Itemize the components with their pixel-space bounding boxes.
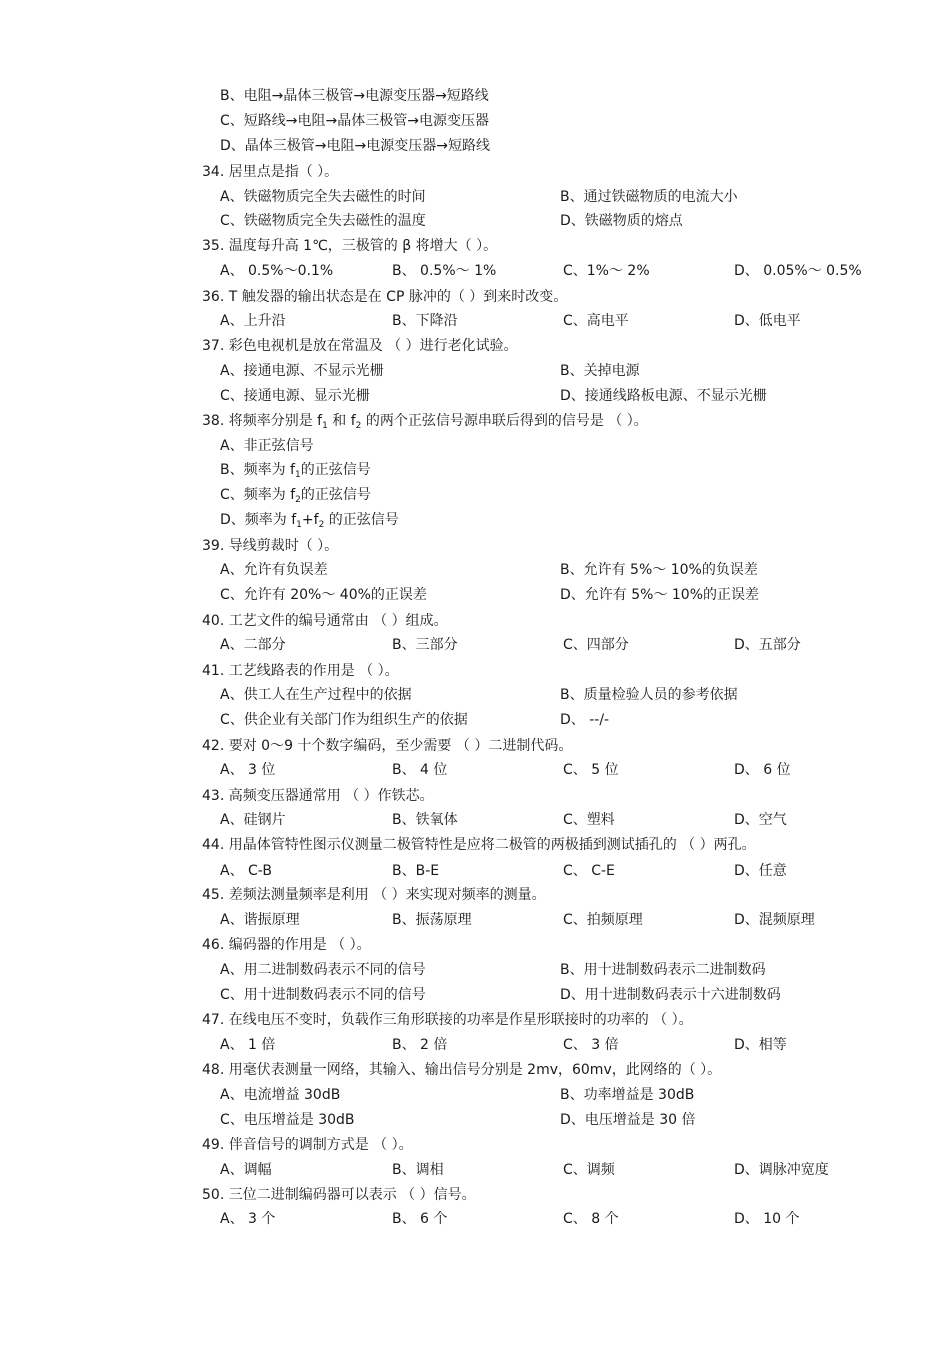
option-text: D、电压增益是 30 倍 [560, 1112, 696, 1128]
answer-option [220, 985, 426, 1005]
option-text: C、四部分 [563, 637, 629, 653]
answer-option [392, 1160, 444, 1180]
answer-option [392, 1035, 447, 1055]
answer-option [560, 960, 766, 980]
question-stem [202, 536, 338, 556]
question-text: 47. 在线电压不变时，负载作三角形联接的功率是作星形联接时的功率的 （ ）。 [202, 1012, 693, 1028]
option-text: D、相等 [734, 1037, 787, 1053]
question-text: 40. 工艺文件的编号通常由 （ ）组成。 [202, 613, 448, 629]
question-text: 39. 导线剪裁时（ ）。 [202, 538, 339, 554]
option-text: A、硅钢片 [220, 812, 286, 828]
option-text: 的正弦信号 [300, 462, 371, 478]
answer-option [220, 261, 333, 281]
answer-option [560, 211, 683, 231]
answer-option [734, 1035, 787, 1055]
question-text: 和 f [327, 413, 356, 429]
option-text: C、 C-E [563, 863, 615, 879]
answer-option [392, 760, 447, 780]
option-text: D、低电平 [734, 313, 801, 329]
option-text: D、任意 [734, 863, 787, 879]
answer-option [560, 585, 759, 605]
answer-option [563, 635, 629, 655]
answer-option [220, 86, 489, 106]
question-stem [202, 1135, 413, 1155]
option-text: B、B-E [392, 863, 440, 879]
question-text: 的两个正弦信号源串联后得到的信号是 （ ）。 [361, 413, 648, 429]
option-text: B、频率为 f [220, 462, 295, 478]
answer-option [220, 1085, 340, 1105]
option-text: A、接通电源、不显示光栅 [220, 363, 384, 379]
answer-option [220, 685, 412, 705]
question-stem [202, 162, 338, 182]
answer-option [220, 311, 286, 331]
question-stem [202, 835, 756, 855]
answer-option [220, 910, 300, 930]
answer-option [220, 436, 314, 456]
question-stem [202, 1185, 476, 1205]
answer-option [220, 361, 384, 381]
question-text: 38. 将频率分别是 f [202, 413, 323, 429]
question-text: 45. 差频法测量频率是利用 （ ）来实现对频率的测量。 [202, 887, 546, 903]
answer-option [220, 710, 468, 730]
answer-option [734, 760, 791, 780]
option-text: A、 C-B [220, 863, 272, 879]
option-text: A、调幅 [220, 1162, 272, 1178]
answer-option [734, 1209, 800, 1229]
option-text: C、电压增益是 30dB [220, 1112, 355, 1128]
answer-option [220, 1209, 275, 1229]
answer-option [560, 560, 758, 580]
option-text: B、关掉电源 [560, 363, 640, 379]
question-text: 43. 高频变压器通常用 （ ）作铁芯。 [202, 788, 434, 804]
option-text: A、 3 位 [220, 762, 276, 778]
question-stem [202, 885, 546, 905]
question-text: 44. 用晶体管特性图示仪测量二极管特性是应将二极管的两极插到测试插孔的 （ ）两孔。 [202, 837, 756, 853]
question-text: 42. 要对 0～9 十个数字编码，至少需要 （ ）二进制代码。 [202, 738, 573, 754]
option-text: A、非正弦信号 [220, 438, 314, 454]
answer-option [734, 810, 787, 830]
option-text: C、供企业有关部门作为组织生产的依据 [220, 712, 468, 728]
question-stem [202, 786, 434, 806]
option-text: D、用十进制数码表示十六进制数码 [560, 987, 781, 1003]
subscript: 1 [294, 470, 301, 480]
answer-option [220, 136, 490, 156]
answer-option [734, 635, 801, 655]
option-text: A、 0.5%～0.1% [220, 263, 334, 279]
option-text: A、 1 倍 [220, 1037, 276, 1053]
subscript: 2 [355, 421, 362, 431]
question-text: 41. 工艺线路表的作用是 （ ）。 [202, 663, 399, 679]
subscript: 1 [322, 421, 328, 431]
answer-option [560, 985, 781, 1005]
answer-option [560, 386, 767, 406]
option-text: C、用十进制数码表示不同的信号 [220, 987, 426, 1003]
option-text: C、调频 [563, 1162, 615, 1178]
option-text: C、铁磁物质完全失去磁性的温度 [220, 213, 426, 229]
option-text: B、 2 倍 [392, 1037, 448, 1053]
answer-option [563, 1035, 619, 1055]
answer-option [560, 685, 738, 705]
option-text: B、 4 位 [392, 762, 448, 778]
answer-option [734, 311, 801, 331]
option-text: A、用二进制数码表示不同的信号 [220, 962, 426, 978]
question-stem [202, 611, 448, 631]
answer-option [220, 585, 427, 605]
answer-option [563, 760, 619, 780]
option-text: A、铁磁物质完全失去磁性的时间 [220, 189, 426, 205]
option-text: C、 5 位 [563, 762, 619, 778]
option-text: C、1%～ 2% [563, 263, 650, 279]
answer-option [220, 211, 426, 231]
option-text: D、混频原理 [734, 912, 815, 928]
option-text: D、 10 个 [734, 1211, 800, 1227]
question-stem [202, 236, 497, 256]
option-text: C、拍频原理 [563, 912, 643, 928]
option-text: B、质量检验人员的参考依据 [560, 687, 738, 703]
option-text: D、铁磁物质的熔点 [560, 213, 683, 229]
question-text: 50. 三位二进制编码器可以表示 （ ）信号。 [202, 1187, 476, 1203]
option-text: D、调脉冲宽度 [734, 1162, 829, 1178]
answer-option [563, 810, 615, 830]
question-text: 37. 彩色电视机是放在常温及 （ ）进行老化试验。 [202, 338, 518, 354]
answer-option [392, 1209, 447, 1229]
answer-option [392, 861, 439, 881]
answer-option [220, 510, 399, 530]
answer-option [220, 187, 426, 207]
answer-option [560, 710, 609, 730]
option-text: B、电阻→晶体三极管→电源变压器→短路线 [220, 88, 489, 104]
subscript: 2 [295, 495, 301, 505]
question-stem [202, 736, 572, 756]
option-text: C、塑料 [563, 812, 615, 828]
answer-option [392, 810, 458, 830]
question-stem [202, 411, 648, 431]
option-text: D、 0.05%～ 0.5% [734, 263, 862, 279]
option-text: D、频率为 f [220, 512, 297, 528]
option-text: B、振荡原理 [392, 912, 472, 928]
option-text: C、接通电源、显示光栅 [220, 388, 370, 404]
option-text: B、铁氧体 [392, 812, 458, 828]
option-text: C、高电平 [563, 313, 629, 329]
question-text: 34. 居里点是指（ ）。 [202, 164, 339, 180]
option-text: 的正弦信号 [300, 487, 371, 503]
option-text: D、晶体三极管→电阻→电源变压器→短路线 [220, 138, 490, 154]
option-text: C、 3 倍 [563, 1037, 619, 1053]
question-text: 35. 温度每升高 1℃，三极管的 β 将增大（ ）。 [202, 238, 498, 254]
question-stem [202, 1060, 721, 1080]
answer-option [560, 1085, 694, 1105]
answer-option [563, 1209, 619, 1229]
option-text: B、用十进制数码表示二进制数码 [560, 962, 766, 978]
option-text: B、 0.5%～ 1% [392, 263, 497, 279]
answer-option [563, 910, 643, 930]
answer-option [220, 635, 286, 655]
answer-option [392, 261, 496, 281]
answer-option [392, 311, 458, 331]
answer-option [563, 861, 615, 881]
subscript: 1 [296, 520, 302, 530]
option-text: A、 3 个 [220, 1211, 276, 1227]
answer-option [560, 1110, 696, 1130]
answer-option [220, 1035, 275, 1055]
answer-option [734, 1160, 829, 1180]
answer-option [220, 460, 371, 480]
option-text: D、 --/- [560, 712, 610, 728]
answer-option [563, 311, 629, 331]
option-text: A、上升沿 [220, 313, 286, 329]
option-text: A、供工人在生产过程中的依据 [220, 687, 412, 703]
question-text: 36. T 触发器的输出状态是在 CP 脉冲的（ ）到来时改变。 [202, 289, 568, 305]
option-text: C、允许有 20%～ 40%的正误差 [220, 587, 427, 603]
option-text: C、短路线→电阻→晶体三极管→电源变压器 [220, 113, 489, 129]
option-text: B、调相 [392, 1162, 444, 1178]
answer-option [220, 810, 286, 830]
answer-option [220, 111, 489, 131]
answer-option [220, 386, 370, 406]
question-stem [202, 287, 567, 307]
option-text: D、允许有 5%～ 10%的正误差 [560, 587, 760, 603]
answer-option [220, 760, 275, 780]
answer-option [392, 910, 472, 930]
option-text: A、二部分 [220, 637, 286, 653]
option-text: D、 6 位 [734, 762, 791, 778]
option-text: B、下降沿 [392, 313, 458, 329]
answer-option [563, 261, 650, 281]
option-text: B、 6 个 [392, 1211, 448, 1227]
option-text: B、通过铁磁物质的电流大小 [560, 189, 738, 205]
option-text: C、 8 个 [563, 1211, 619, 1227]
answer-option [220, 1160, 272, 1180]
answer-option [220, 861, 272, 881]
question-text: 46. 编码器的作用是 （ ）。 [202, 937, 371, 953]
subscript: 2 [318, 520, 325, 530]
option-text: A、谐振原理 [220, 912, 300, 928]
question-stem [202, 336, 518, 356]
option-text: B、功率增益是 30dB [560, 1087, 695, 1103]
option-text: A、电流增益 30dB [220, 1087, 341, 1103]
answer-option [220, 1110, 355, 1130]
option-text: B、允许有 5%～ 10%的负误差 [560, 562, 758, 578]
answer-option [220, 960, 426, 980]
answer-option [734, 910, 815, 930]
answer-option [734, 261, 862, 281]
option-text: C、频率为 f [220, 487, 296, 503]
answer-option [560, 361, 640, 381]
answer-option [560, 187, 738, 207]
option-text: 的正弦信号 [324, 512, 399, 528]
answer-option [220, 485, 371, 505]
option-text: +f [301, 512, 319, 528]
answer-option [563, 1160, 615, 1180]
question-stem [202, 935, 371, 955]
option-text: B、三部分 [392, 637, 458, 653]
option-text: D、空气 [734, 812, 787, 828]
answer-option [220, 560, 328, 580]
question-text: 48. 用毫伏表测量一网络，其输入、输出信号分别是 2mv，60mv，此网络的（ ）。 [202, 1062, 722, 1078]
option-text: A、允许有负误差 [220, 562, 328, 578]
option-text: D、五部分 [734, 637, 801, 653]
answer-option [734, 861, 787, 881]
answer-option [392, 635, 458, 655]
option-text: D、接通线路板电源、不显示光栅 [560, 388, 767, 404]
question-stem [202, 661, 399, 681]
question-stem [202, 1010, 693, 1030]
question-text: 49. 伴音信号的调制方式是 （ ）。 [202, 1137, 413, 1153]
